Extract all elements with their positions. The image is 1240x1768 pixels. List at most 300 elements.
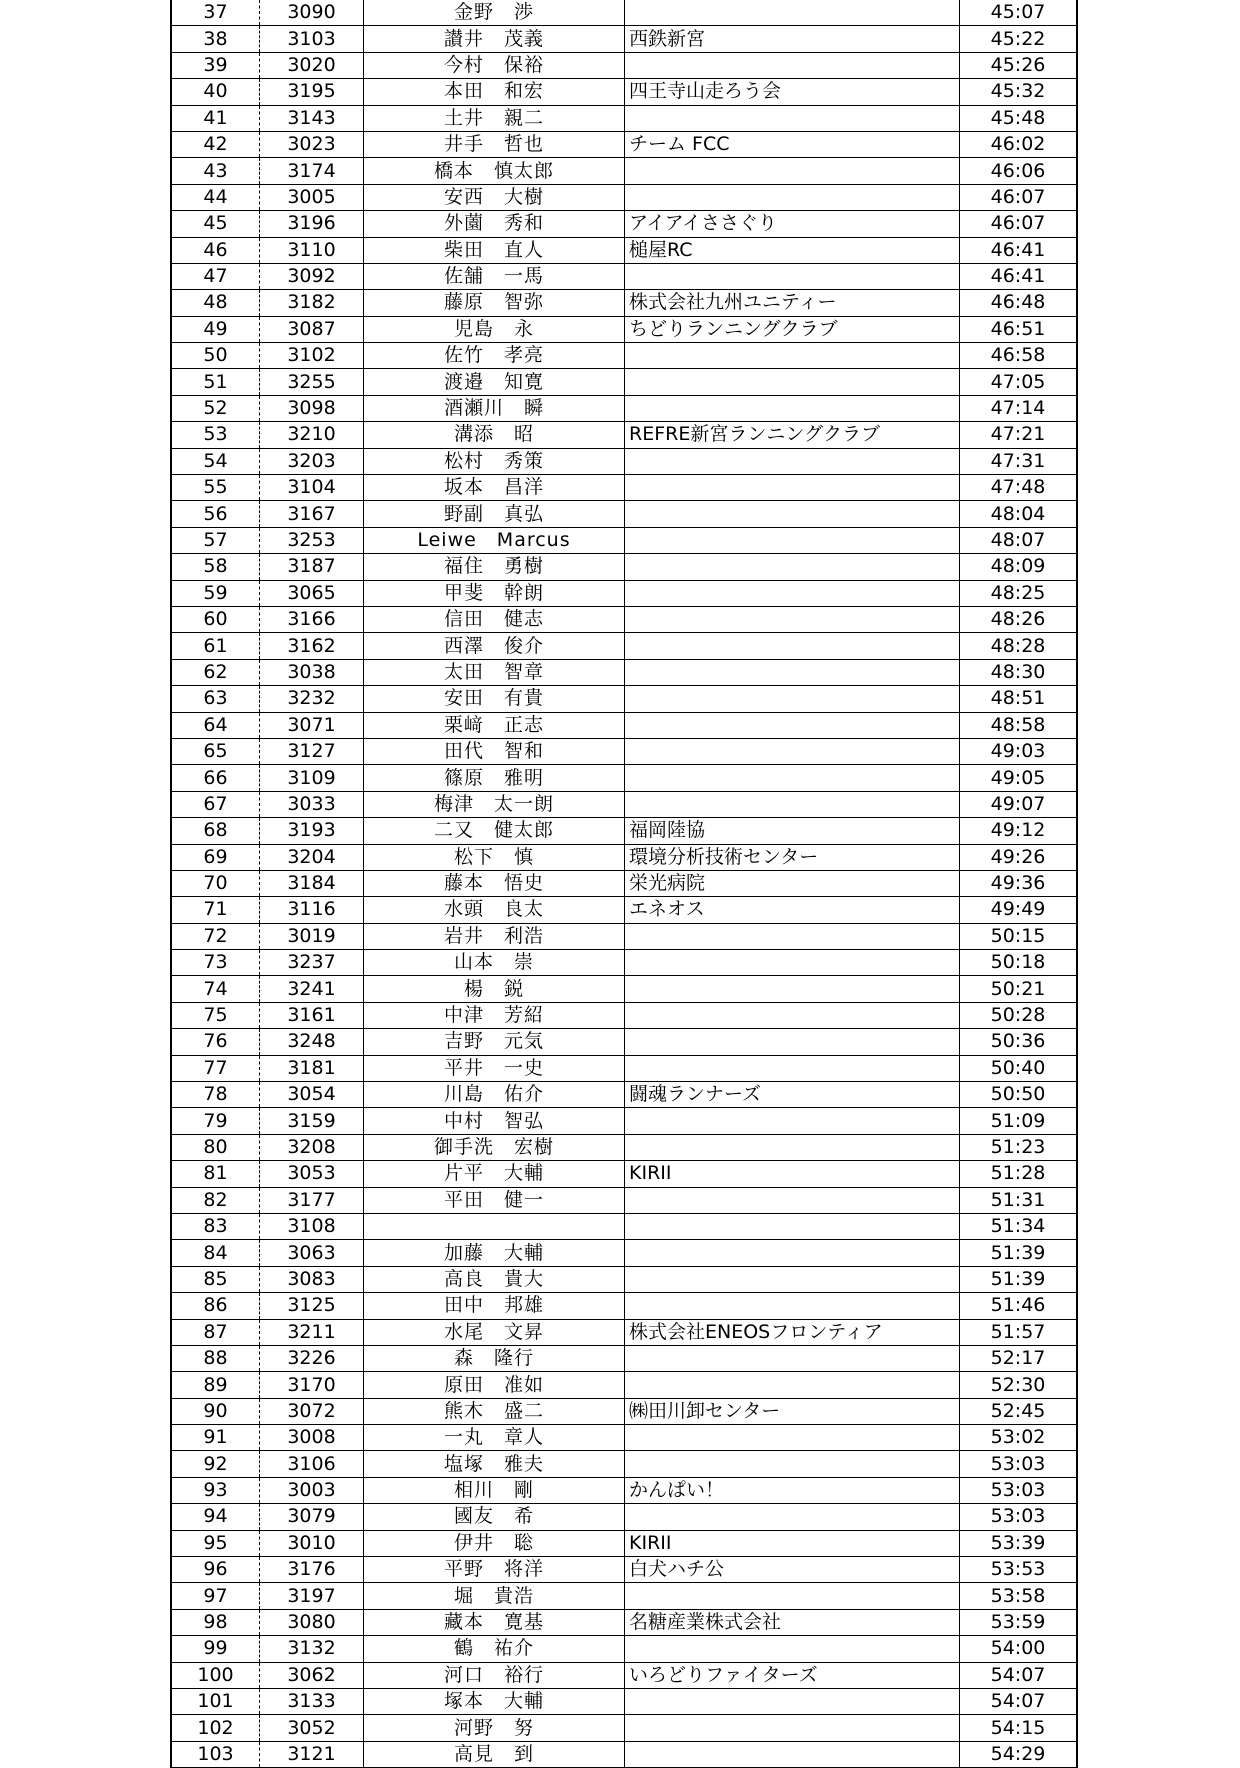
table-row xyxy=(171,1240,1077,1266)
time-cell: 47:31 xyxy=(960,448,1078,474)
name-cell: 児島 永 xyxy=(364,316,625,342)
rank-cell: 40 xyxy=(171,79,260,105)
table-row xyxy=(171,580,1077,606)
team-cell xyxy=(625,659,960,685)
rank-cell: 99 xyxy=(171,1636,260,1662)
name-cell: Leiwe Marcus xyxy=(364,527,625,553)
time-cell: 50:18 xyxy=(960,950,1078,976)
table-row xyxy=(171,738,1077,764)
table-row xyxy=(171,1055,1077,1081)
rank-cell: 84 xyxy=(171,1240,260,1266)
bib-cell: 3109 xyxy=(260,765,364,791)
name-cell: 溝添 昭 xyxy=(364,422,625,448)
name-cell: 高良 貴大 xyxy=(364,1266,625,1292)
bib-cell: 3023 xyxy=(260,131,364,157)
time-cell: 51:09 xyxy=(960,1108,1078,1134)
time-cell: 50:28 xyxy=(960,1002,1078,1028)
table-row xyxy=(171,1213,1077,1239)
rank-cell: 101 xyxy=(171,1689,260,1715)
name-cell: 一丸 章人 xyxy=(364,1425,625,1451)
bib-cell: 3226 xyxy=(260,1345,364,1371)
table-row xyxy=(171,26,1077,52)
bib-cell: 3092 xyxy=(260,263,364,289)
team-cell xyxy=(625,1741,960,1767)
rank-cell: 42 xyxy=(171,131,260,157)
team-cell: 四王寺山走ろう会 xyxy=(625,79,960,105)
team-cell xyxy=(625,1504,960,1530)
rank-cell: 96 xyxy=(171,1557,260,1583)
bib-cell: 3204 xyxy=(260,844,364,870)
time-cell: 51:23 xyxy=(960,1134,1078,1160)
time-cell: 49:36 xyxy=(960,870,1078,896)
name-cell: 楊 鋭 xyxy=(364,976,625,1002)
team-cell xyxy=(625,1715,960,1741)
name-cell: 平野 将洋 xyxy=(364,1557,625,1583)
table-row xyxy=(171,1134,1077,1160)
name-cell: 原田 准如 xyxy=(364,1372,625,1398)
rank-cell: 61 xyxy=(171,633,260,659)
team-cell xyxy=(625,738,960,764)
team-cell xyxy=(625,950,960,976)
time-cell: 53:39 xyxy=(960,1530,1078,1556)
team-cell: ㈱田川卸センター xyxy=(625,1398,960,1424)
table-row xyxy=(171,976,1077,1002)
rank-cell: 41 xyxy=(171,105,260,131)
time-cell: 48:09 xyxy=(960,554,1078,580)
name-cell: 河野 努 xyxy=(364,1715,625,1741)
name-cell: 太田 智章 xyxy=(364,659,625,685)
rank-cell: 46 xyxy=(171,237,260,263)
table-row xyxy=(171,1530,1077,1556)
table-row xyxy=(171,79,1077,105)
bib-cell: 3087 xyxy=(260,316,364,342)
team-cell: かんぱい！ xyxy=(625,1477,960,1503)
bib-cell: 3062 xyxy=(260,1662,364,1688)
name-cell: 岩井 利浩 xyxy=(364,923,625,949)
table-row xyxy=(171,0,1077,26)
name-cell: 柴田 直人 xyxy=(364,237,625,263)
time-cell: 46:06 xyxy=(960,158,1078,184)
name-cell: 外薗 秀和 xyxy=(364,211,625,237)
bib-cell: 3143 xyxy=(260,105,364,131)
bib-cell: 3170 xyxy=(260,1372,364,1398)
table-row xyxy=(171,659,1077,685)
table-row xyxy=(171,1345,1077,1371)
name-cell: 酒瀬川 瞬 xyxy=(364,395,625,421)
team-cell xyxy=(625,1134,960,1160)
name-cell: 田中 邦雄 xyxy=(364,1293,625,1319)
bib-cell: 3083 xyxy=(260,1266,364,1292)
rank-cell: 87 xyxy=(171,1319,260,1345)
team-cell: 栄光病院 xyxy=(625,870,960,896)
rank-cell: 77 xyxy=(171,1055,260,1081)
time-cell: 51:57 xyxy=(960,1319,1078,1345)
bib-cell: 3132 xyxy=(260,1636,364,1662)
team-cell: チーム FCC xyxy=(625,131,960,157)
name-cell: 金野 渉 xyxy=(364,0,625,26)
time-cell: 47:14 xyxy=(960,395,1078,421)
table-row xyxy=(171,448,1077,474)
time-cell: 46:07 xyxy=(960,211,1078,237)
table-row xyxy=(171,422,1077,448)
rank-cell: 49 xyxy=(171,316,260,342)
time-cell: 53:59 xyxy=(960,1609,1078,1635)
rank-cell: 73 xyxy=(171,950,260,976)
bib-cell: 3195 xyxy=(260,79,364,105)
table-row xyxy=(171,395,1077,421)
name-cell: 平井 一史 xyxy=(364,1055,625,1081)
team-cell xyxy=(625,765,960,791)
bib-cell: 3003 xyxy=(260,1477,364,1503)
bib-cell: 3193 xyxy=(260,818,364,844)
name-cell: 佐舗 一馬 xyxy=(364,263,625,289)
name-cell: 塩塚 雅夫 xyxy=(364,1451,625,1477)
name-cell: 熊木 盛二 xyxy=(364,1398,625,1424)
name-cell: 信田 健志 xyxy=(364,606,625,632)
table-row xyxy=(171,765,1077,791)
name-cell: 中津 芳紹 xyxy=(364,1002,625,1028)
bib-cell: 3181 xyxy=(260,1055,364,1081)
table-row xyxy=(171,712,1077,738)
name-cell: 水頭 良太 xyxy=(364,897,625,923)
name-cell: 讃井 茂義 xyxy=(364,26,625,52)
name-cell: 安田 有貴 xyxy=(364,686,625,712)
rank-cell: 47 xyxy=(171,263,260,289)
rank-cell: 94 xyxy=(171,1504,260,1530)
rank-cell: 38 xyxy=(171,26,260,52)
team-cell xyxy=(625,1372,960,1398)
rank-cell: 63 xyxy=(171,686,260,712)
time-cell: 45:32 xyxy=(960,79,1078,105)
time-cell: 51:46 xyxy=(960,1293,1078,1319)
name-cell: 水尾 文昇 xyxy=(364,1319,625,1345)
time-cell: 51:28 xyxy=(960,1161,1078,1187)
time-cell: 48:30 xyxy=(960,659,1078,685)
team-cell xyxy=(625,686,960,712)
time-cell: 49:03 xyxy=(960,738,1078,764)
rank-cell: 55 xyxy=(171,475,260,501)
rank-cell: 81 xyxy=(171,1161,260,1187)
name-cell: 森 隆行 xyxy=(364,1345,625,1371)
time-cell: 48:04 xyxy=(960,501,1078,527)
bib-cell: 3063 xyxy=(260,1240,364,1266)
rank-cell: 92 xyxy=(171,1451,260,1477)
table-row xyxy=(171,1557,1077,1583)
bib-cell: 3020 xyxy=(260,52,364,78)
time-cell: 54:15 xyxy=(960,1715,1078,1741)
name-cell: 高見 到 xyxy=(364,1741,625,1767)
table-row xyxy=(171,211,1077,237)
team-cell xyxy=(625,554,960,580)
time-cell: 48:07 xyxy=(960,527,1078,553)
team-cell xyxy=(625,1293,960,1319)
table-row xyxy=(171,950,1077,976)
rank-cell: 52 xyxy=(171,395,260,421)
bib-cell: 3210 xyxy=(260,422,364,448)
rank-cell: 37 xyxy=(171,0,260,26)
team-cell: 福岡陸協 xyxy=(625,818,960,844)
table-row xyxy=(171,1108,1077,1134)
bib-cell: 3159 xyxy=(260,1108,364,1134)
rank-cell: 76 xyxy=(171,1029,260,1055)
name-cell: 相川 剛 xyxy=(364,1477,625,1503)
team-cell xyxy=(625,1636,960,1662)
results-table-body xyxy=(171,0,1077,1768)
team-cell xyxy=(625,369,960,395)
bib-cell: 3162 xyxy=(260,633,364,659)
time-cell: 46:41 xyxy=(960,237,1078,263)
bib-cell: 3127 xyxy=(260,738,364,764)
bib-cell: 3079 xyxy=(260,1504,364,1530)
table-row xyxy=(171,870,1077,896)
table-row xyxy=(171,527,1077,553)
rank-cell: 89 xyxy=(171,1372,260,1398)
time-cell: 51:39 xyxy=(960,1240,1078,1266)
team-cell: アイアイささぐり xyxy=(625,211,960,237)
rank-cell: 39 xyxy=(171,52,260,78)
rank-cell: 48 xyxy=(171,290,260,316)
rank-cell: 102 xyxy=(171,1715,260,1741)
bib-cell: 3116 xyxy=(260,897,364,923)
rank-cell: 58 xyxy=(171,554,260,580)
rank-cell: 56 xyxy=(171,501,260,527)
bib-cell: 3187 xyxy=(260,554,364,580)
name-cell: 今村 保裕 xyxy=(364,52,625,78)
rank-cell: 70 xyxy=(171,870,260,896)
bib-cell: 3033 xyxy=(260,791,364,817)
bib-cell: 3237 xyxy=(260,950,364,976)
name-cell: 片平 大輔 xyxy=(364,1161,625,1187)
name-cell: 藤原 智弥 xyxy=(364,290,625,316)
time-cell: 49:49 xyxy=(960,897,1078,923)
team-cell xyxy=(625,501,960,527)
name-cell: 山本 崇 xyxy=(364,950,625,976)
team-cell xyxy=(625,1055,960,1081)
bib-cell: 3133 xyxy=(260,1689,364,1715)
bib-cell: 3196 xyxy=(260,211,364,237)
bib-cell: 3203 xyxy=(260,448,364,474)
rank-cell: 53 xyxy=(171,422,260,448)
bib-cell: 3176 xyxy=(260,1557,364,1583)
time-cell: 54:29 xyxy=(960,1741,1078,1767)
bib-cell: 3054 xyxy=(260,1082,364,1108)
table-row xyxy=(171,897,1077,923)
name-cell: 佐竹 孝亮 xyxy=(364,343,625,369)
team-cell xyxy=(625,1451,960,1477)
name-cell: 川島 佑介 xyxy=(364,1082,625,1108)
time-cell: 46:02 xyxy=(960,131,1078,157)
table-row xyxy=(171,475,1077,501)
rank-cell: 43 xyxy=(171,158,260,184)
team-cell: いろどりファイターズ xyxy=(625,1662,960,1688)
name-cell: 平田 健一 xyxy=(364,1187,625,1213)
rank-cell: 69 xyxy=(171,844,260,870)
name-cell: 篠原 雅明 xyxy=(364,765,625,791)
time-cell: 45:26 xyxy=(960,52,1078,78)
name-cell: 土井 親二 xyxy=(364,105,625,131)
table-row xyxy=(171,1451,1077,1477)
rank-cell: 98 xyxy=(171,1609,260,1635)
time-cell: 47:48 xyxy=(960,475,1078,501)
name-cell: 堀 貴浩 xyxy=(364,1583,625,1609)
bib-cell: 3208 xyxy=(260,1134,364,1160)
rank-cell: 72 xyxy=(171,923,260,949)
time-cell: 50:15 xyxy=(960,923,1078,949)
time-cell: 46:51 xyxy=(960,316,1078,342)
time-cell: 48:25 xyxy=(960,580,1078,606)
team-cell: 環境分析技術センター xyxy=(625,844,960,870)
table-row xyxy=(171,1741,1077,1767)
name-cell: 安西 大樹 xyxy=(364,184,625,210)
bib-cell: 3166 xyxy=(260,606,364,632)
name-cell: 梅津 太一朗 xyxy=(364,791,625,817)
time-cell: 53:03 xyxy=(960,1504,1078,1530)
table-row xyxy=(171,1689,1077,1715)
bib-cell: 3103 xyxy=(260,26,364,52)
time-cell: 49:26 xyxy=(960,844,1078,870)
name-cell: 井手 哲也 xyxy=(364,131,625,157)
table-row xyxy=(171,1715,1077,1741)
table-row xyxy=(171,1662,1077,1688)
name-cell: 坂本 昌洋 xyxy=(364,475,625,501)
bib-cell: 3177 xyxy=(260,1187,364,1213)
team-cell xyxy=(625,1345,960,1371)
name-cell: 加藤 大輔 xyxy=(364,1240,625,1266)
team-cell: 株式会社九州ユニティー xyxy=(625,290,960,316)
team-cell xyxy=(625,976,960,1002)
rank-cell: 85 xyxy=(171,1266,260,1292)
rank-cell: 86 xyxy=(171,1293,260,1319)
bib-cell: 3197 xyxy=(260,1583,364,1609)
bib-cell: 3053 xyxy=(260,1161,364,1187)
time-cell: 54:00 xyxy=(960,1636,1078,1662)
team-cell xyxy=(625,1213,960,1239)
bib-cell: 3072 xyxy=(260,1398,364,1424)
bib-cell: 3121 xyxy=(260,1741,364,1767)
team-cell xyxy=(625,1108,960,1134)
rank-cell: 50 xyxy=(171,343,260,369)
table-row xyxy=(171,1398,1077,1424)
rank-cell: 66 xyxy=(171,765,260,791)
time-cell: 45:48 xyxy=(960,105,1078,131)
team-cell xyxy=(625,448,960,474)
team-cell xyxy=(625,606,960,632)
team-cell xyxy=(625,475,960,501)
table-row xyxy=(171,686,1077,712)
table-row xyxy=(171,633,1077,659)
table-row xyxy=(171,1425,1077,1451)
team-cell: 西鉄新宮 xyxy=(625,26,960,52)
team-cell xyxy=(625,791,960,817)
rank-cell: 68 xyxy=(171,818,260,844)
bib-cell: 3255 xyxy=(260,369,364,395)
bib-cell: 3005 xyxy=(260,184,364,210)
name-cell: 松村 秀策 xyxy=(364,448,625,474)
bib-cell: 3071 xyxy=(260,712,364,738)
bib-cell: 3010 xyxy=(260,1530,364,1556)
time-cell: 45:07 xyxy=(960,0,1078,26)
bib-cell: 3052 xyxy=(260,1715,364,1741)
team-cell: 白犬ハチ公 xyxy=(625,1557,960,1583)
name-cell: 橋本 慎太郎 xyxy=(364,158,625,184)
time-cell: 52:17 xyxy=(960,1345,1078,1371)
rank-cell: 78 xyxy=(171,1082,260,1108)
name-cell: 中村 智弘 xyxy=(364,1108,625,1134)
rank-cell: 44 xyxy=(171,184,260,210)
rank-cell: 67 xyxy=(171,791,260,817)
time-cell: 52:30 xyxy=(960,1372,1078,1398)
rank-cell: 62 xyxy=(171,659,260,685)
team-cell xyxy=(625,52,960,78)
name-cell: 國友 希 xyxy=(364,1504,625,1530)
time-cell: 51:39 xyxy=(960,1266,1078,1292)
bib-cell: 3019 xyxy=(260,923,364,949)
team-cell xyxy=(625,1266,960,1292)
team-cell xyxy=(625,158,960,184)
rank-cell: 80 xyxy=(171,1134,260,1160)
rank-cell: 75 xyxy=(171,1002,260,1028)
table-row xyxy=(171,554,1077,580)
table-row xyxy=(171,818,1077,844)
bib-cell: 3110 xyxy=(260,237,364,263)
time-cell: 46:48 xyxy=(960,290,1078,316)
time-cell: 54:07 xyxy=(960,1689,1078,1715)
rank-cell: 51 xyxy=(171,369,260,395)
bib-cell: 3102 xyxy=(260,343,364,369)
name-cell: 吉野 元気 xyxy=(364,1029,625,1055)
bib-cell: 3253 xyxy=(260,527,364,553)
time-cell: 48:58 xyxy=(960,712,1078,738)
bib-cell: 3182 xyxy=(260,290,364,316)
table-row xyxy=(171,1187,1077,1213)
rank-cell: 82 xyxy=(171,1187,260,1213)
time-cell: 50:40 xyxy=(960,1055,1078,1081)
bib-cell: 3248 xyxy=(260,1029,364,1055)
bib-cell: 3184 xyxy=(260,870,364,896)
team-cell xyxy=(625,0,960,26)
team-cell xyxy=(625,712,960,738)
rank-cell: 74 xyxy=(171,976,260,1002)
rank-cell: 59 xyxy=(171,580,260,606)
time-cell: 49:12 xyxy=(960,818,1078,844)
table-row xyxy=(171,1609,1077,1635)
rank-cell: 100 xyxy=(171,1662,260,1688)
rank-cell: 60 xyxy=(171,606,260,632)
time-cell: 46:58 xyxy=(960,343,1078,369)
table-row xyxy=(171,369,1077,395)
table-row xyxy=(171,184,1077,210)
time-cell: 53:53 xyxy=(960,1557,1078,1583)
team-cell xyxy=(625,1187,960,1213)
table-row xyxy=(171,158,1077,184)
name-cell: 藤本 悟史 xyxy=(364,870,625,896)
bib-cell: 3106 xyxy=(260,1451,364,1477)
bib-cell: 3125 xyxy=(260,1293,364,1319)
time-cell: 47:05 xyxy=(960,369,1078,395)
name-cell: 藏本 寛基 xyxy=(364,1609,625,1635)
bib-cell: 3232 xyxy=(260,686,364,712)
team-cell: 株式会社ENEOSフロンティア xyxy=(625,1319,960,1345)
team-cell: KIRII xyxy=(625,1530,960,1556)
table-row xyxy=(171,105,1077,131)
time-cell: 49:07 xyxy=(960,791,1078,817)
team-cell xyxy=(625,1029,960,1055)
name-cell: 塚本 大輔 xyxy=(364,1689,625,1715)
time-cell: 51:31 xyxy=(960,1187,1078,1213)
time-cell: 50:36 xyxy=(960,1029,1078,1055)
bib-cell: 3038 xyxy=(260,659,364,685)
bib-cell: 3080 xyxy=(260,1609,364,1635)
